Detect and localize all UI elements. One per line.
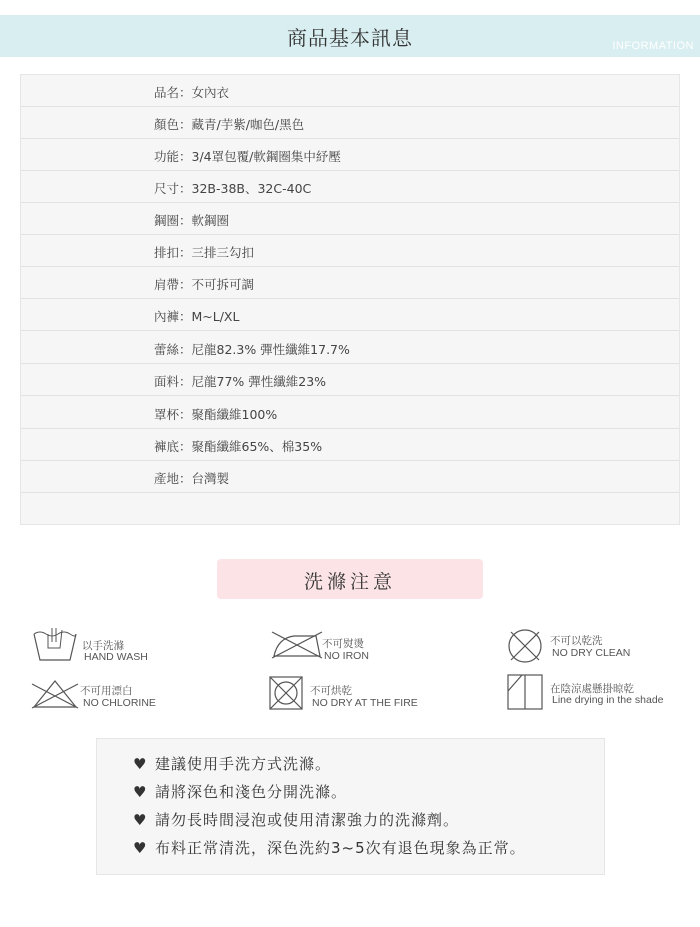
list-item bbox=[133, 837, 526, 858]
spec-color: 顏色：藏青/芋紫/咖色/黑色 bbox=[154, 117, 305, 132]
spec-hook: 排扣：三排三勾扣 bbox=[154, 245, 255, 260]
wash-title: 洗滌注意 bbox=[303, 571, 396, 593]
spec-origin: 產地：台灣製 bbox=[154, 471, 230, 486]
spec-underwire: 鋼圈：軟鋼圈 bbox=[154, 213, 230, 228]
note-text: 請勿長時間浸泡或使用清潔強力的洗滌劑。 bbox=[155, 811, 460, 829]
heart-icon: ♥ bbox=[133, 755, 148, 773]
list-item bbox=[133, 781, 347, 802]
spec-fabric: 面料：尼龍77% 彈性纖維23% bbox=[154, 374, 327, 389]
care-label-zh: 不可熨燙 bbox=[322, 638, 364, 650]
spec-row bbox=[21, 171, 679, 203]
care-label-en: Line drying in the shade bbox=[552, 694, 664, 706]
care-label-zh: 不可以乾洗 bbox=[550, 635, 603, 647]
page-subtitle: INFORMATION bbox=[612, 40, 694, 52]
care-label-en: NO CHLORINE bbox=[83, 697, 156, 709]
care-hand-wash bbox=[32, 626, 212, 666]
spec-row bbox=[21, 107, 679, 139]
care-no-tumble-dry bbox=[268, 675, 468, 711]
care-label-en: NO DRY AT THE FIRE bbox=[312, 697, 418, 709]
spec-row bbox=[21, 364, 679, 396]
spec-row bbox=[21, 461, 679, 493]
heart-icon: ♥ bbox=[133, 811, 148, 829]
spec-row bbox=[21, 332, 679, 364]
spec-table bbox=[20, 74, 680, 525]
spec-row bbox=[21, 139, 679, 171]
no-tumble-dry-icon bbox=[268, 675, 304, 711]
care-label-zh: 以手洗滌 bbox=[82, 640, 124, 652]
spec-lace: 蕾絲：尼龍82.3% 彈性纖維17.7% bbox=[154, 342, 350, 357]
no-dry-clean-icon bbox=[506, 627, 544, 665]
care-label-en: NO DRY CLEAN bbox=[552, 647, 631, 659]
spec-panty: 內褲：M~L/XL bbox=[154, 309, 240, 324]
note-text: 建議使用手洗方式洗滌。 bbox=[155, 755, 332, 773]
heart-icon: ♥ bbox=[133, 783, 148, 801]
care-line-dry-shade bbox=[506, 673, 696, 711]
spec-row bbox=[21, 203, 679, 235]
spec-crotch: 褲底：聚酯纖維65%、棉35% bbox=[154, 439, 323, 454]
care-no-dry-clean bbox=[506, 627, 686, 667]
hand-wash-icon bbox=[32, 626, 78, 664]
list-item bbox=[133, 809, 459, 830]
no-chlorine-icon bbox=[30, 678, 80, 710]
note-text: 布料正常清洗，深色洗約3~5次有退色現象為正常。 bbox=[155, 839, 526, 857]
page-title: 商品基本訊息 bbox=[287, 26, 413, 50]
no-iron-icon bbox=[270, 630, 324, 660]
list-item bbox=[133, 753, 331, 774]
spec-size: 尺寸：32B-38B、32C-40C bbox=[154, 181, 312, 196]
spec-row bbox=[21, 397, 679, 429]
note-text: 請將深色和淺色分開洗滌。 bbox=[155, 783, 348, 801]
care-label-zh: 不可用漂白 bbox=[80, 685, 133, 697]
care-label-zh: 在陰涼處懸掛晾乾 bbox=[550, 683, 634, 695]
care-notes bbox=[96, 738, 605, 875]
spec-name: 品名：女內衣 bbox=[154, 85, 230, 100]
spec-strap: 肩帶：不可拆可調 bbox=[154, 277, 255, 292]
care-no-chlorine bbox=[30, 678, 210, 714]
care-label-en: HAND WASH bbox=[84, 651, 148, 663]
care-label-zh: 不可烘乾 bbox=[310, 685, 352, 697]
spec-row bbox=[21, 429, 679, 461]
care-label-en: NO IRON bbox=[324, 650, 369, 662]
spec-function: 功能：3/4罩包覆/軟鋼圈集中紓壓 bbox=[154, 149, 341, 164]
care-no-iron bbox=[270, 630, 450, 670]
heart-icon: ♥ bbox=[133, 839, 148, 857]
spec-row bbox=[21, 75, 679, 107]
spec-row bbox=[21, 267, 679, 299]
line-dry-shade-icon bbox=[506, 673, 544, 711]
spec-row bbox=[21, 235, 679, 267]
spec-row bbox=[21, 299, 679, 331]
spec-cup: 罩杯：聚酯纖維100% bbox=[154, 407, 278, 422]
